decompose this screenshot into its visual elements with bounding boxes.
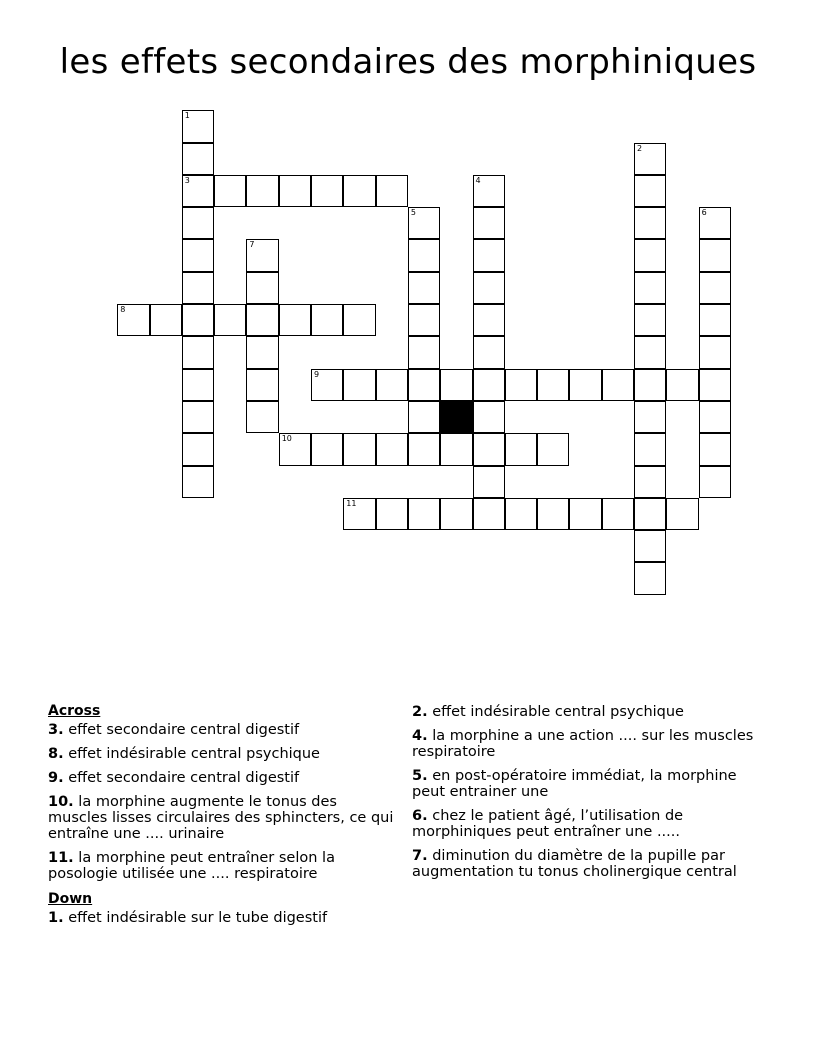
grid-cell bbox=[343, 304, 375, 336]
grid-cell bbox=[343, 498, 375, 530]
grid-cell bbox=[473, 466, 505, 498]
grid-cell bbox=[311, 304, 343, 336]
grid-cell bbox=[408, 369, 440, 401]
grid-cell bbox=[634, 143, 666, 175]
grid-cell bbox=[634, 336, 666, 368]
clue-across-3 bbox=[48, 722, 398, 738]
clue-number: 7. bbox=[412, 848, 428, 864]
grid-cell bbox=[246, 239, 278, 271]
clue-number: 6. bbox=[412, 808, 428, 824]
grid-cell bbox=[408, 304, 440, 336]
grid-cell bbox=[182, 143, 214, 175]
grid-cell bbox=[182, 336, 214, 368]
grid-cell bbox=[699, 466, 731, 498]
clue-number-label: 6 bbox=[701, 208, 707, 218]
grid-cell bbox=[440, 433, 472, 465]
clue-number: 4. bbox=[412, 728, 428, 744]
grid-cell bbox=[699, 239, 731, 271]
grid-cell bbox=[117, 304, 149, 336]
grid-cell bbox=[699, 304, 731, 336]
grid-cell bbox=[408, 336, 440, 368]
grid-cell bbox=[473, 304, 505, 336]
grid-cell bbox=[473, 175, 505, 207]
grid-cell bbox=[634, 369, 666, 401]
clue-number: 9. bbox=[48, 770, 64, 786]
grid-cell bbox=[699, 336, 731, 368]
grid-cell bbox=[343, 175, 375, 207]
clue-number-label: 4 bbox=[475, 175, 481, 185]
grid-cell bbox=[376, 175, 408, 207]
clue-number-label: 9 bbox=[314, 369, 320, 379]
grid-cell bbox=[634, 304, 666, 336]
blocked-cell bbox=[440, 401, 472, 433]
grid-cell bbox=[182, 110, 214, 142]
grid-cell bbox=[408, 401, 440, 433]
grid-cell bbox=[473, 498, 505, 530]
grid-cell bbox=[246, 272, 278, 304]
grid-cell bbox=[634, 239, 666, 271]
grid-cell bbox=[311, 433, 343, 465]
grid-cell bbox=[634, 466, 666, 498]
across-heading: Across bbox=[48, 703, 101, 719]
clue-number: 5. bbox=[412, 768, 428, 784]
grid-cell bbox=[182, 433, 214, 465]
clues-right-column bbox=[412, 702, 762, 888]
clue-number: 3. bbox=[48, 722, 64, 738]
grid-cell bbox=[440, 498, 472, 530]
grid-cell bbox=[376, 369, 408, 401]
clue-across-11 bbox=[48, 850, 398, 882]
clue-number: 2. bbox=[412, 704, 428, 720]
puzzle-title: les effets secondaires des morphiniques bbox=[59, 42, 757, 82]
grid-cell bbox=[666, 369, 698, 401]
grid-cell bbox=[634, 562, 666, 594]
grid-cell bbox=[634, 272, 666, 304]
grid-cell bbox=[634, 401, 666, 433]
grid-cell bbox=[182, 175, 214, 207]
grid-cell bbox=[473, 272, 505, 304]
clue-down-1 bbox=[48, 910, 398, 926]
grid-cell bbox=[505, 369, 537, 401]
grid-cell bbox=[408, 498, 440, 530]
clue-number: 1. bbox=[48, 910, 64, 926]
grid-cell bbox=[473, 433, 505, 465]
clue-text: effet secondaire central digestif bbox=[68, 770, 300, 786]
grid-cell bbox=[246, 336, 278, 368]
grid-cell bbox=[182, 369, 214, 401]
clue-number-label: 11 bbox=[346, 498, 357, 508]
clue-down-2 bbox=[412, 704, 762, 720]
grid-cell bbox=[182, 272, 214, 304]
grid-cell bbox=[279, 433, 311, 465]
grid-cell bbox=[473, 207, 505, 239]
grid-cell bbox=[214, 175, 246, 207]
grid-cell bbox=[699, 272, 731, 304]
clue-number-label: 1 bbox=[184, 111, 190, 121]
grid-cell bbox=[699, 433, 731, 465]
grid-cell bbox=[634, 207, 666, 239]
clue-text: la morphine augmente le tonus des muscles lisses circulaires des sphincters, ce qui entraîne une .... urinaire bbox=[48, 794, 394, 842]
grid-cell bbox=[537, 369, 569, 401]
clue-text: la morphine peut entraîner selon la posologie utilisée une .... respiratoire bbox=[48, 850, 335, 882]
grid-cell bbox=[182, 239, 214, 271]
grid-cell bbox=[343, 433, 375, 465]
clue-number-label: 2 bbox=[637, 143, 643, 153]
clue-text: effet indésirable sur le tube digestif bbox=[68, 910, 328, 926]
grid-cell bbox=[440, 369, 472, 401]
clue-down-4 bbox=[412, 728, 762, 760]
grid-cell bbox=[182, 304, 214, 336]
clue-text: la morphine a une action .... sur les muscles respiratoire bbox=[412, 728, 754, 760]
grid-cell bbox=[408, 207, 440, 239]
clue-text: chez le patient âgé, l’utilisation de morphiniques peut entraîner une ..... bbox=[412, 808, 684, 840]
grid-cell bbox=[311, 175, 343, 207]
grid-cell bbox=[376, 433, 408, 465]
grid-cell bbox=[214, 304, 246, 336]
grid-cell bbox=[182, 207, 214, 239]
grid-cell bbox=[246, 304, 278, 336]
grid-cell bbox=[408, 239, 440, 271]
grid-cell bbox=[505, 498, 537, 530]
clue-number: 8. bbox=[48, 746, 64, 762]
grid-cell bbox=[246, 401, 278, 433]
down-heading: Down bbox=[48, 891, 93, 907]
clue-number-label: 5 bbox=[410, 208, 416, 218]
clue-down-6 bbox=[412, 808, 762, 840]
clue-down-7 bbox=[412, 848, 762, 880]
grid-cell bbox=[602, 498, 634, 530]
clue-number-label: 10 bbox=[281, 434, 292, 444]
clue-across-9 bbox=[48, 770, 398, 786]
clue-down-5 bbox=[412, 768, 762, 800]
grid-cell bbox=[473, 336, 505, 368]
grid-cell bbox=[408, 433, 440, 465]
grid-cell bbox=[311, 369, 343, 401]
clue-text: effet indésirable central psychique bbox=[432, 704, 684, 720]
clues-left-column bbox=[48, 702, 398, 934]
grid-cell bbox=[699, 207, 731, 239]
grid-cell bbox=[246, 369, 278, 401]
grid-cell bbox=[343, 369, 375, 401]
grid-cell bbox=[537, 433, 569, 465]
grid-cell bbox=[473, 239, 505, 271]
grid-cell bbox=[473, 369, 505, 401]
grid-cell bbox=[602, 369, 634, 401]
clue-text: en post-opératoire immédiat, la morphine peut entrainer une bbox=[412, 768, 737, 800]
clue-number: 10. bbox=[48, 794, 74, 810]
grid-cell bbox=[699, 401, 731, 433]
grid-cell bbox=[279, 304, 311, 336]
grid-cell bbox=[569, 369, 601, 401]
grid-cell bbox=[150, 304, 182, 336]
grid-cell bbox=[246, 175, 278, 207]
grid-cell bbox=[279, 175, 311, 207]
grid-cell bbox=[505, 433, 537, 465]
grid-cell bbox=[473, 401, 505, 433]
clue-number-label: 7 bbox=[249, 240, 255, 250]
grid-cell bbox=[699, 369, 731, 401]
clue-number-label: 8 bbox=[120, 305, 126, 314]
clue-number: 11. bbox=[48, 850, 74, 866]
clue-number-label: 3 bbox=[184, 175, 190, 185]
grid-cell bbox=[569, 498, 601, 530]
grid-cell bbox=[634, 530, 666, 562]
grid-cell bbox=[666, 498, 698, 530]
grid-cell bbox=[634, 433, 666, 465]
grid-cell bbox=[376, 498, 408, 530]
clue-text: effet indésirable central psychique bbox=[68, 746, 320, 762]
clue-text: effet secondaire central digestif bbox=[68, 722, 300, 738]
clue-across-10 bbox=[48, 794, 398, 842]
grid-cell bbox=[634, 498, 666, 530]
clue-text: diminution du diamètre de la pupille par augmentation tu tonus cholinergique central bbox=[412, 848, 737, 880]
grid-cell bbox=[634, 175, 666, 207]
grid-cell bbox=[537, 498, 569, 530]
clue-across-8 bbox=[48, 746, 398, 762]
grid-cell bbox=[182, 401, 214, 433]
grid-cell bbox=[182, 466, 214, 498]
grid-cell bbox=[408, 272, 440, 304]
